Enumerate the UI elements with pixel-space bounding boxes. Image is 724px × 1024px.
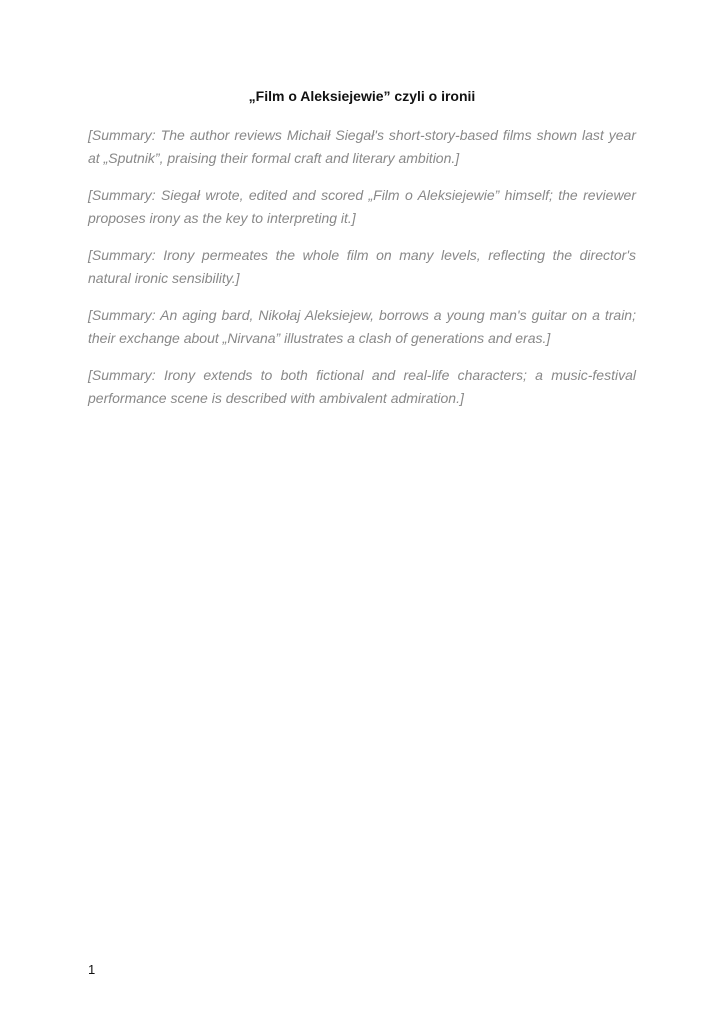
paragraph: [Summary: An aging bard, Nikołaj Aleksiejew, borrows a young man's guitar on a train; their exchange about „Nirvana” illustrates a clash of generations and eras.] — [88, 307, 636, 346]
paragraph: [Summary: Irony extends to both fictional and real-life characters; a music-festival performance scene is described with ambivalent admiration.] — [88, 367, 636, 406]
document-title: „Film o Aleksiejewie” czyli o ironii — [248, 88, 476, 104]
paragraph: [Summary: Irony permeates the whole film on many levels, reflecting the director's natural ironic sensibility.] — [88, 247, 636, 286]
page-number: 1 — [88, 962, 96, 977]
paragraph: [Summary: Siegał wrote, edited and scored „Film o Aleksiejewie” himself; the reviewer proposes irony as the key to interpreting it.] — [88, 187, 636, 226]
paragraph: [Summary: The author reviews Michaił Siegał's short-story-based films shown last year at „Sputnik”, praising their formal craft and literary ambition.] — [88, 127, 636, 166]
